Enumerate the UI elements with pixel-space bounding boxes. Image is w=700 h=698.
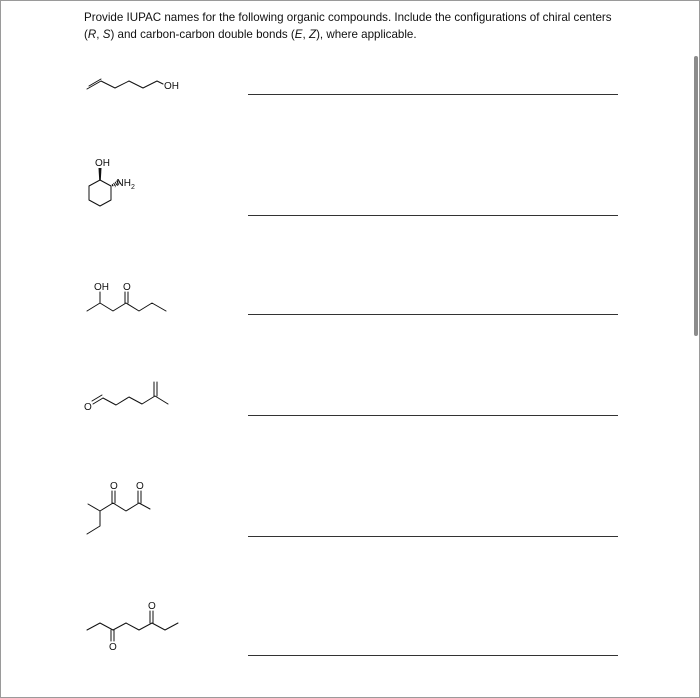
- compound-4-structure: [92, 382, 168, 405]
- compound-4-o-label: O: [84, 402, 92, 413]
- compound-3-structure: [87, 292, 166, 311]
- compound-6-o2-label: O: [148, 601, 156, 612]
- instructions-line-2: (R, S) and carbon-carbon double bonds (E, Z), where applicable.: [84, 28, 417, 41]
- compound-2-structure: [89, 168, 111, 206]
- compound-3-oh-label: OH: [94, 282, 109, 293]
- compound-3-o-label: O: [123, 282, 131, 293]
- instructions-line-1: Provide IUPAC names for the following organic compounds. Include the configurations of chiral centers: [84, 11, 612, 24]
- compound-5-o1-label: O: [110, 481, 118, 492]
- compound-5-o2-label: O: [136, 481, 144, 492]
- compound-2-oh-label: OH: [95, 158, 110, 169]
- compound-1-oh-label: OH: [164, 81, 179, 92]
- compound-6-o1-label: O: [109, 642, 117, 653]
- compound-2-nh2-label: $.,NH_2$: [111, 178, 135, 191]
- compound-6-structure: [87, 611, 178, 641]
- compound-1-structure: [87, 79, 163, 89]
- compound-5-structure: [87, 491, 150, 534]
